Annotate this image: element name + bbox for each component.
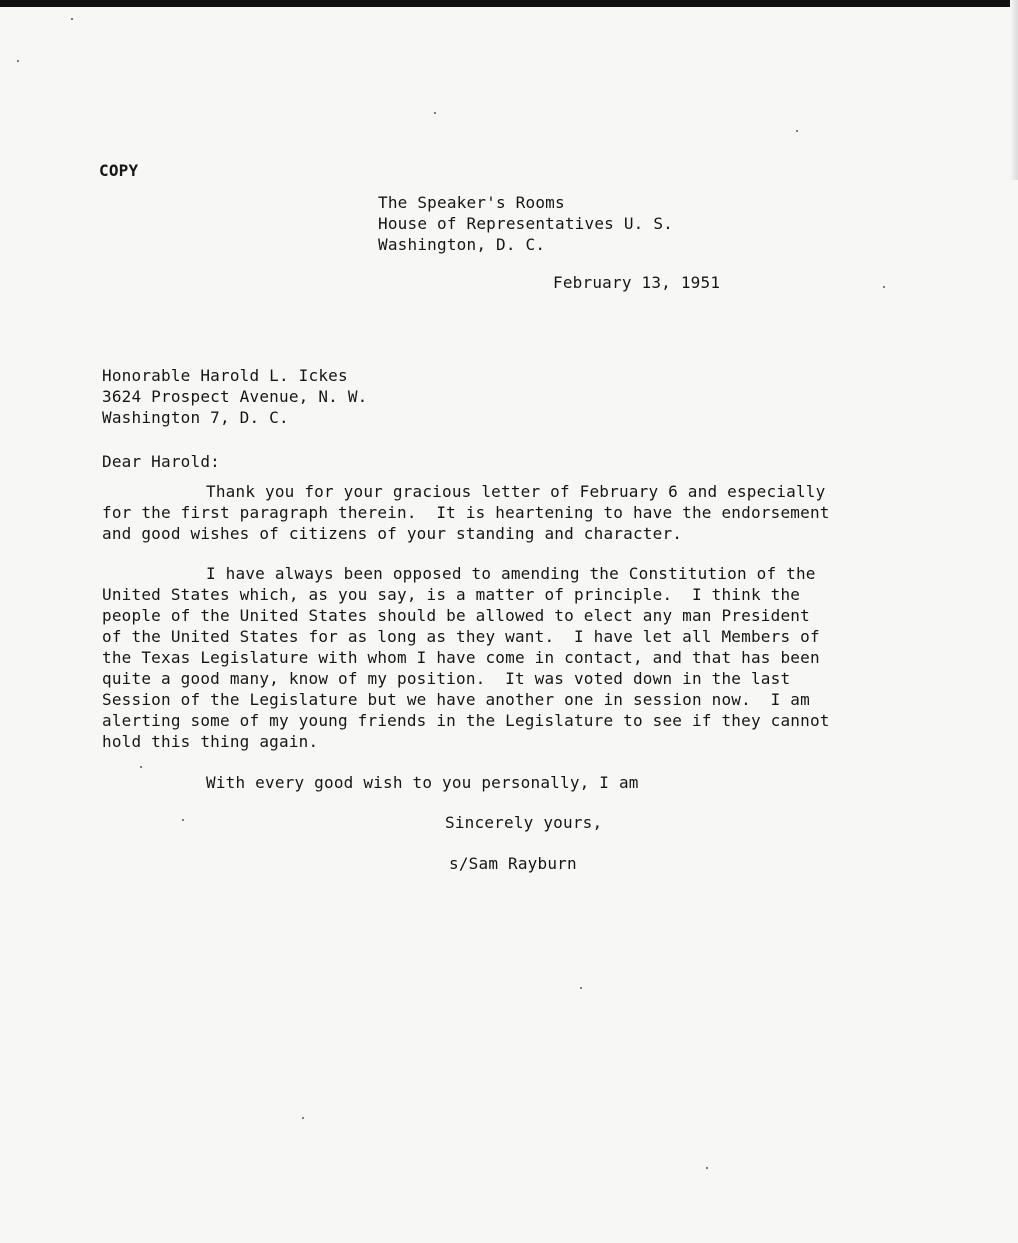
recipient-name: Honorable Harold L. Ickes bbox=[102, 366, 348, 385]
scan-speck bbox=[17, 60, 19, 62]
scan-speck bbox=[302, 1117, 304, 1119]
paragraph-2-line-2: United States which, as you say, is a matter of principle. I think the bbox=[102, 585, 801, 604]
paragraph-2-line-3: people of the United States should be allowed to elect any man President bbox=[102, 606, 810, 625]
copy-label: COPY bbox=[99, 161, 139, 180]
paragraph-2-line-6: quite a good many, know of my position. It was voted down in the last bbox=[102, 669, 791, 688]
letterhead-line-1: The Speaker's Rooms bbox=[378, 193, 565, 212]
letterhead-line-2: House of Representatives U. S. bbox=[378, 214, 673, 233]
scan-speck bbox=[71, 18, 73, 20]
closing: Sincerely yours, bbox=[445, 813, 603, 832]
scan-speck bbox=[796, 130, 798, 132]
paragraph-2-line-4: of the United States for as long as they want. I have let all Members of bbox=[102, 627, 820, 646]
paragraph-2-line-8: alerting some of my young friends in the Legislature to see if they cannot bbox=[102, 711, 830, 730]
paragraph-2-line-9: hold this thing again. bbox=[102, 732, 319, 751]
signature: s/Sam Rayburn bbox=[449, 854, 577, 873]
paragraph-1-line-3: and good wishes of citizens of your standing and character. bbox=[102, 524, 683, 543]
scan-speck bbox=[182, 819, 184, 821]
scan-speck bbox=[883, 286, 885, 288]
scan-speck bbox=[140, 766, 142, 768]
paragraph-2-line-7: Session of the Legislature but we have another one in session now. I am bbox=[102, 690, 810, 709]
recipient-city: Washington 7, D. C. bbox=[102, 408, 289, 427]
paragraph-1-line-2: for the first paragraph therein. It is heartening to have the endorsement bbox=[102, 503, 830, 522]
paragraph-3: With every good wish to you personally, I am bbox=[206, 773, 639, 792]
scan-top-edge bbox=[0, 0, 1018, 7]
paragraph-2-line-5: the Texas Legislature with whom I have come in contact, and that has been bbox=[102, 648, 820, 667]
paragraph-2-line-1: I have always been opposed to amending the Constitution of the bbox=[206, 564, 816, 583]
scan-right-shadow bbox=[1010, 0, 1018, 180]
recipient-street: 3624 Prospect Avenue, N. W. bbox=[102, 387, 368, 406]
letter-date: February 13, 1951 bbox=[553, 273, 721, 292]
paragraph-1-line-1: Thank you for your gracious letter of February 6 and especially bbox=[206, 482, 826, 501]
salutation: Dear Harold: bbox=[102, 452, 220, 471]
scan-speck bbox=[706, 1167, 708, 1169]
scan-speck bbox=[580, 987, 582, 989]
letterhead-line-3: Washington, D. C. bbox=[378, 235, 546, 254]
scan-speck bbox=[434, 112, 436, 114]
